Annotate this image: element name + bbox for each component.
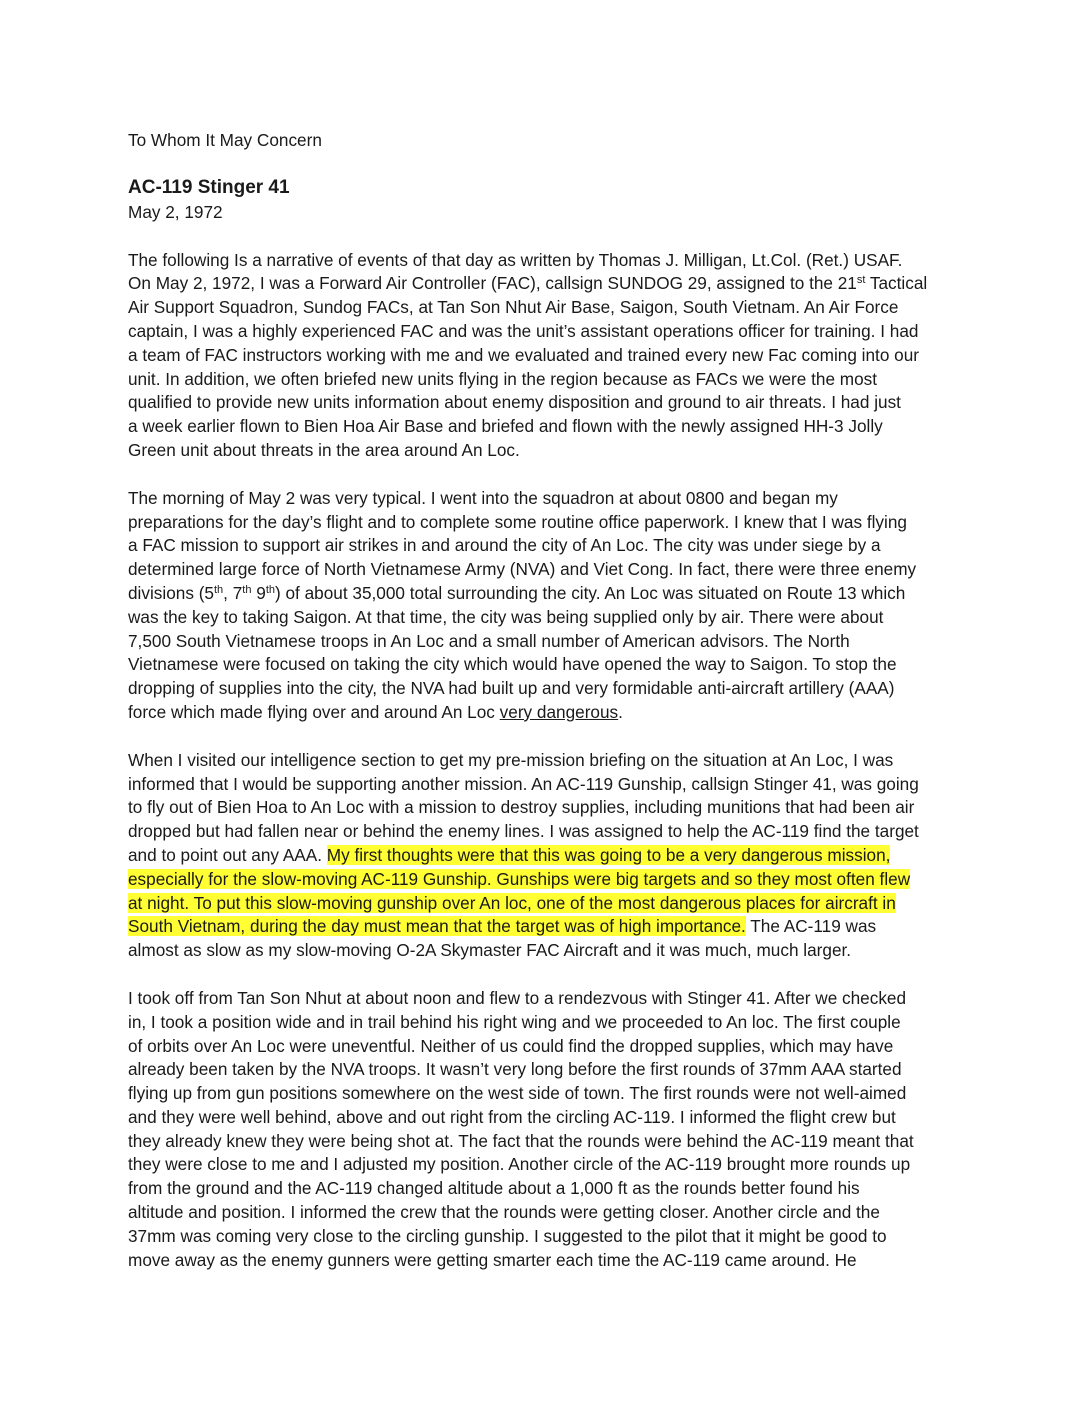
text-line: The following Is a narrative of events of that day as written by Thomas J. Milligan, Lt.Col. (Ret.) USAF. <box>128 249 903 270</box>
text-line: and to point out any AAA. My first thoughts were that this was going to be a very dangerous mission, <box>128 844 891 865</box>
text-line: was the key to taking Saigon. At that time, the city was being supplied only by air. There were about <box>128 606 884 627</box>
document-title: AC-119 Stinger 41 <box>128 176 290 198</box>
letter-body <box>128 129 964 1272</box>
text-line: 37mm was coming very close to the circling gunship. I suggested to the pilot that it might be good to <box>128 1225 887 1246</box>
superscript: th <box>265 583 275 596</box>
text-line: When I visited our intelligence section to get my pre-mission briefing on the situation at An Loc, I was <box>128 749 894 770</box>
text-line: Green unit about threats in the area around An Loc. <box>128 439 520 460</box>
text-line: South Vietnam, during the day must mean that the target was of high importance. The AC-119 was <box>128 916 877 937</box>
text-line: divisions (5th, 7th 9th) of about 35,000 total surrounding the city. An Loc was situated on Route 13 which <box>128 582 906 603</box>
paragraph-2 <box>128 487 964 725</box>
superscript: st <box>856 274 866 287</box>
paragraph-4 <box>128 987 964 1273</box>
text-line: and they were well behind, above and out right from the circling AC-119. I informed the flight crew but <box>128 1106 896 1127</box>
text-line: flying up from gun positions somewhere on the west side of town. The first rounds were not well-aimed <box>128 1083 907 1104</box>
text-line: preparations for the day’s flight and to complete some routine office paperwork. I knew that I was flying <box>128 511 907 532</box>
text-line: altitude and position. I informed the crew that the rounds were getting closer. Another circle and the <box>128 1202 880 1223</box>
text-line: they already knew they were being shot at. The fact that the rounds were behind the AC-119 meant that <box>128 1130 914 1151</box>
highlighted-text: at night. To put this slow-moving gunship over An loc, one of the most dangerous places for aircraft in <box>128 892 896 913</box>
text-line: dropping of supplies into the city, the NVA had built up and very formidable anti-aircraft artillery (AAA) <box>128 678 895 699</box>
text-line: force which made flying over and around An Loc very dangerous. <box>128 701 623 722</box>
text-line: in, I took a position wide and in trail behind his right wing and we proceeded to An loc. The first couple <box>128 1011 901 1032</box>
highlighted-text: My first thoughts were that this was going to be a very dangerous mission, <box>326 844 891 865</box>
paragraph-1 <box>128 249 964 463</box>
text-line: I took off from Tan Son Nhut at about noon and flew to a rendezvous with Stinger 41. After we checked <box>128 987 907 1008</box>
text-line: a FAC mission to support air strikes in and around the city of An Loc. The city was under siege by a <box>128 535 881 556</box>
text-line: move away as the enemy gunners were getting smarter each time the AC-119 came around. He <box>128 1249 857 1270</box>
superscript: th <box>213 583 224 596</box>
text-line: from the ground and the AC-119 changed altitude about a 1,000 ft as the rounds better found his <box>128 1178 860 1199</box>
text-line <box>128 868 964 892</box>
text-line: captain, I was a highly experienced FAC and was the unit’s assistant operations officer for training. I had <box>128 320 919 341</box>
text-line: 7,500 South Vietnamese troops in An Loc and a small number of American advisors. The North <box>128 630 850 651</box>
text-line: Air Support Squadron, Sundog FACs, at Tan Son Nhut Air Base, Saigon, South Vietnam. An Air Force <box>128 297 899 318</box>
text-line: qualified to provide new units information about enemy disposition and ground to air threats. I had just <box>128 392 901 413</box>
text-line: unit. In addition, we often briefed new units flying in the region because as FACs we were the most <box>128 368 878 389</box>
text-line: to fly out of Bien Hoa to An Loc with a mission to destroy supplies, including munitions that had been air <box>128 797 915 818</box>
text-line: The morning of May 2 was very typical. I went into the squadron at about 0800 and began my <box>128 487 838 508</box>
text-line: a team of FAC instructors working with me and we evaluated and trained every new Fac coming into our <box>128 344 920 365</box>
highlighted-text: South Vietnam, during the day must mean that the target was of high importance. <box>128 916 746 937</box>
document-date: May 2, 1972 <box>128 201 223 222</box>
text-line: dropped but had fallen near or behind the enemy lines. I was assigned to help the AC-119 find the target <box>128 821 919 842</box>
text-line <box>128 892 964 916</box>
text-line: informed that I would be supporting another mission. An AC-119 Gunship, callsign Stinger 41, was going <box>128 773 919 794</box>
text-line: almost as slow as my slow-moving O-2A Skymaster FAC Aircraft and it was much, much larger. <box>128 940 852 961</box>
text-line: determined large force of North Vietnamese Army (NVA) and Viet Cong. In fact, there were three enemy <box>128 559 917 580</box>
text-line: they were close to me and I adjusted my position. Another circle of the AC-119 brought more rounds up <box>128 1154 911 1175</box>
highlighted-text: especially for the slow-moving AC-119 Gunship. Gunships were big targets and so they most often flew <box>128 868 911 889</box>
text-line: already been taken by the NVA troops. It wasn’t very long before the first rounds of 37mm AAA started <box>128 1059 902 1080</box>
superscript: th <box>242 583 252 596</box>
text-line: of orbits over An Loc were uneventful. Neither of us could find the dropped supplies, which may have <box>128 1035 894 1056</box>
text-line: a week earlier flown to Bien Hoa Air Base and briefed and flown with the newly assigned HH-3 Jolly <box>128 416 883 437</box>
underlined-text: very dangerous <box>499 701 619 722</box>
paragraph-3 <box>128 749 964 963</box>
salutation: To Whom It May Concern <box>128 130 322 150</box>
text-line: On May 2, 1972, I was a Forward Air Controller (FAC), callsign SUNDOG 29, assigned to the 21st Tactical <box>128 273 928 294</box>
text-line: Vietnamese were focused on taking the city which would have opened the way to Saigon. To stop the <box>128 654 897 675</box>
